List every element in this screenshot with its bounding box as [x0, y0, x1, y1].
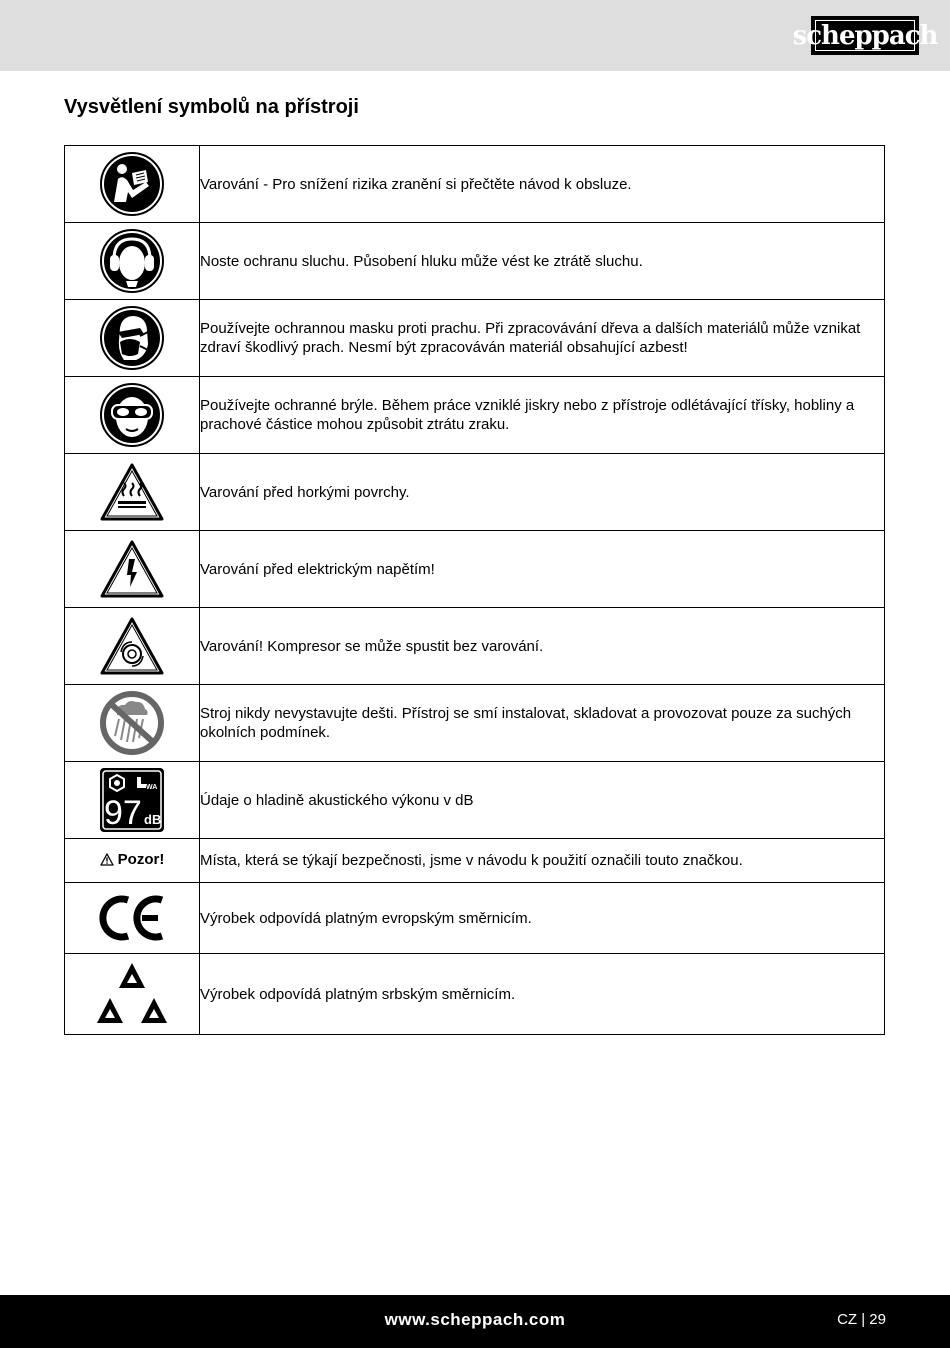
row-text: Používejte ochranné brýle. Během práce vzniklé jiskry nebo z přístroje odlétávající třísky, hobliny a prachové částice mohou způsobit ztrátu zraku. — [200, 377, 885, 454]
row-text: Místa, která se týkají bezpečnosti, jsme v návodu k použití označili touto značkou. — [200, 839, 885, 883]
footer-url[interactable]: www.scheppach.com — [384, 1310, 566, 1329]
sound-icon-value: 97 — [104, 794, 142, 832]
sound-icon-unit: dB — [144, 812, 162, 827]
table-row — [65, 954, 885, 1035]
table-row — [65, 454, 885, 531]
table-row — [65, 839, 885, 883]
row-text: Noste ochranu sluchu. Působení hluku může vést ke ztrátě sluchu. — [200, 223, 885, 300]
sound-power-level-icon — [99, 767, 165, 833]
header-band — [0, 0, 950, 71]
row-text: Používejte ochrannou masku proti prachu. Při zpracovávání dřeva a dalších materiálů může vznikat zdraví škodlivý prach. Nesmí být zpracováván materiál obsahující azbest! — [200, 300, 885, 377]
automatic-start-warning-icon — [99, 616, 165, 676]
row-text: Údaje o hladině akustického výkonu v dB — [200, 762, 885, 839]
table-row — [65, 608, 885, 685]
no-rain-icon — [99, 690, 165, 756]
table-row — [65, 762, 885, 839]
footer — [0, 1295, 950, 1348]
row-text: Výrobek odpovídá platným evropským směrnicím. — [200, 883, 885, 954]
table-row — [65, 223, 885, 300]
table-row — [65, 300, 885, 377]
row-text: Varování! Kompresor se může spustit bez varování. — [200, 608, 885, 685]
page-title: Vysvětlení symbolů na přístroji — [64, 96, 359, 118]
table-row — [65, 685, 885, 762]
row-text: Varování před horkými povrchy. — [200, 454, 885, 531]
row-text: Stroj nikdy nevystavujte dešti. Přístroj se smí instalovat, skladovat a provozovat pouze za suchých okolních podmínek. — [200, 685, 885, 762]
serbian-aaa-mark-icon — [95, 961, 169, 1027]
row-text: Výrobek odpovídá platným srbským směrnicím. — [200, 954, 885, 1035]
table-row — [65, 146, 885, 223]
table-row — [65, 883, 885, 954]
sound-icon-sub: WA — [146, 784, 158, 791]
page-number: CZ | 29 — [837, 1311, 886, 1328]
dust-mask-icon — [100, 306, 164, 370]
symbols-table — [64, 145, 885, 1035]
ce-mark-icon — [98, 894, 166, 942]
table-row — [65, 377, 885, 454]
hot-surface-warning-icon — [99, 462, 165, 522]
electric-voltage-warning-icon — [99, 539, 165, 599]
read-manual-icon — [100, 152, 164, 216]
safety-goggles-icon — [100, 383, 164, 447]
row-text: Varování - Pro snížení rizika zranění si přečtěte návod k obsluze. — [200, 146, 885, 223]
warning-triangle-icon — [100, 853, 114, 866]
row-text: Varování před elektrickým napětím! — [200, 531, 885, 608]
ear-protection-icon — [100, 229, 164, 293]
table-row — [65, 531, 885, 608]
pozor-label — [100, 851, 165, 868]
scheppach-logo: scheppach — [811, 16, 919, 55]
pozor-text: Pozor! — [117, 850, 165, 868]
